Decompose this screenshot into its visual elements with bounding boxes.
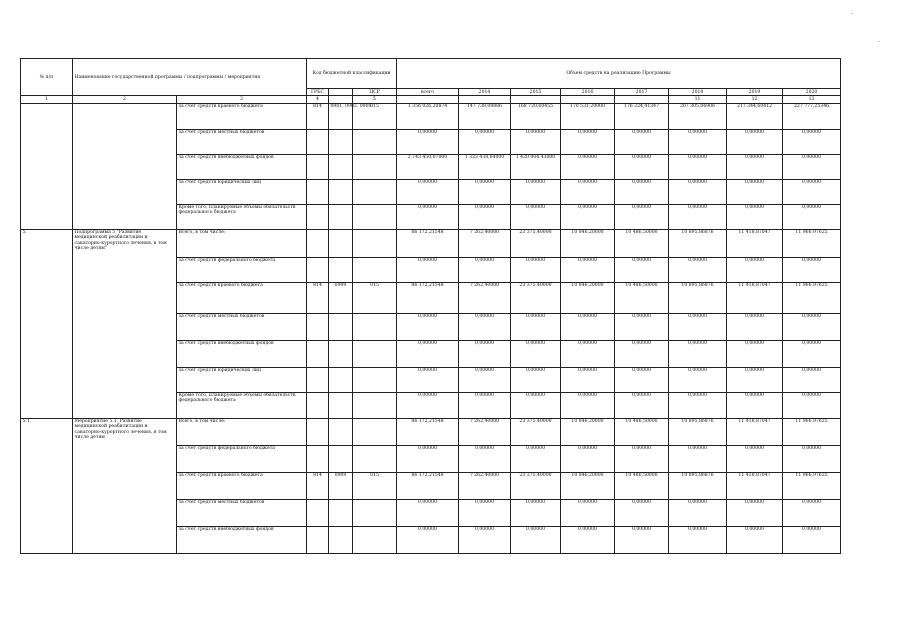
header-num: № п/п [21,59,73,96]
row-amount: 7 262,40000 [459,282,511,313]
row-rzpr [329,392,353,418]
row-rzpr [329,499,353,526]
row-amount: 10 846,20000 [561,418,615,445]
row-amount: 0,00000 [669,367,727,392]
row-amount: 10 846,20000 [561,282,615,313]
header-name: Наименование государственной программы / подпрограммы / мероприятия [73,59,307,96]
row-amount: 0,00000 [615,526,669,553]
row-amount: 217 344,60412 [727,103,783,129]
row-amount: 0,00000 [511,313,561,340]
row-amount: 10 486,50000 [615,282,669,313]
row-funding-source: Всего, в том числе: [177,418,307,445]
row-grbs [307,392,329,418]
row-amount: 0,00000 [561,367,615,392]
row-csr [353,418,397,445]
row-amount: 0,00000 [615,154,669,179]
header-year: 2019 [727,89,783,96]
row-funding-source: за счет средств краевого бюджета [177,103,307,129]
row-amount: 11 966,97625 [783,472,841,499]
row-amount: 7 262,40000 [459,472,511,499]
row-rzpr [329,445,353,472]
row-csr [353,179,397,204]
row-amount: 0,00000 [397,526,459,553]
row-amount: 0,00000 [511,499,561,526]
row-amount: 86 172,21548 [397,472,459,499]
row-amount: 0,00000 [561,526,615,553]
row-grbs [307,154,329,179]
row-amount: 0,00000 [397,392,459,418]
row-amount: 0,00000 [511,179,561,204]
row-amount: 23 375,40000 [511,282,561,313]
row-csr [353,229,397,257]
row-amount: 86 172,21548 [397,418,459,445]
row-grbs [307,179,329,204]
row-amount: 0,00000 [783,445,841,472]
row-amount: 1 323 438,64000 [459,154,511,179]
row-amount: 0,00000 [561,154,615,179]
row-amount: 10 895,86876 [669,418,727,445]
header-year: 2015 [511,89,561,96]
row-grbs [307,418,329,445]
row-amount: 0,00000 [615,445,669,472]
row-funding-source: за счет средств юридических лиц [177,179,307,204]
row-amount: 0,00000 [615,313,669,340]
row-amount: 11 418,87047 [727,472,783,499]
row-grbs [307,340,329,367]
row-funding-source: за счет средств местных бюджетов [177,313,307,340]
row-amount: 0,00000 [727,340,783,367]
col-number [459,96,511,103]
row-csr [353,129,397,154]
row-grbs [307,445,329,472]
row-amount: 0,00000 [669,129,727,154]
row-amount: 0,00000 [727,154,783,179]
row-program-name: Мероприятие 5.1. Развитие медицинской реабилитации и санаторно-курортного лечения, в том числе детям [73,418,177,553]
row-amount: 0,00000 [511,204,561,229]
row-amount: 0,00000 [615,257,669,282]
row-funding-source: за счет средств федерального бюджета [177,445,307,472]
row-amount: 11 418,87047 [727,229,783,257]
row-amount: 0,00000 [669,204,727,229]
row-amount: 10 895,86876 [669,229,727,257]
row-amount: 0,00000 [397,340,459,367]
row-amount: 0,00000 [669,154,727,179]
row-rzpr [329,418,353,445]
row-funding-source: за счет средств местных бюджетов [177,499,307,526]
row-amount: 0,00000 [727,392,783,418]
row-csr [353,257,397,282]
row-amount: 0,00000 [727,179,783,204]
header-total: всего [397,89,459,96]
row-amount: 0,00000 [615,367,669,392]
table-row [21,229,841,257]
row-amount: 0,00000 [669,445,727,472]
row-grbs: 814 [307,282,329,313]
row-number: 5. [21,229,73,418]
row-amount: 0,00000 [727,204,783,229]
row-amount: 10 486,50000 [615,472,669,499]
row-rzpr [329,179,353,204]
row-funding-source: за счет средств внебюджетных фондов [177,526,307,553]
row-amount: 0,00000 [783,526,841,553]
row-amount: 0,00000 [783,392,841,418]
row-amount: 0,00000 [561,179,615,204]
row-csr [353,499,397,526]
row-grbs: 814 [307,472,329,499]
row-amount: 86 172,21548 [397,282,459,313]
row-funding-source: за счет средств федерального бюджета [177,257,307,282]
col-number: 3 [177,96,307,103]
row-amount: 86 172,21548 [397,229,459,257]
col-number: 4 [307,96,329,103]
row-amount: 0,00000 [783,129,841,154]
row-amount: 207 305,06906 [669,103,727,129]
row-csr [353,392,397,418]
row-amount: 0,00000 [669,179,727,204]
header-year: 2017 [615,89,669,96]
row-number: 5.1. [21,418,73,553]
row-rzpr: 0901, 0902, 0909 [329,103,353,129]
col-number [397,96,459,103]
col-number [511,96,561,103]
row-grbs [307,129,329,154]
row-amount: 11 418,87047 [727,282,783,313]
row-funding-source: за счет средств внебюджетных фондов [177,154,307,179]
row-funding-source: за счет средств внебюджетных фондов [177,340,307,367]
row-amount: 0,00000 [561,499,615,526]
row-amount: 0,00000 [615,129,669,154]
row-amount: 0,00000 [669,526,727,553]
row-amount: 147 738,09886 [459,103,511,129]
row-amount: 0,00000 [459,204,511,229]
row-csr: 015 [353,103,397,129]
header-volume: Объем средств на реализацию Программы [397,59,841,89]
col-number: 13 [783,96,841,103]
row-amount: 0,00000 [669,313,727,340]
table-row [21,418,841,445]
row-amount: 0,00000 [783,179,841,204]
row-amount: 0,00000 [727,257,783,282]
row-amount: 11 418,87047 [727,418,783,445]
row-amount: 0,00000 [615,392,669,418]
row-amount: 0,00000 [727,313,783,340]
row-amount: 0,00000 [615,204,669,229]
row-amount: 0,00000 [459,367,511,392]
header-year: 2016 [561,89,615,96]
row-funding-source: Кроме того, планируемые объемы обязательств федерального бюджета [177,204,307,229]
row-amount: 0,00000 [727,526,783,553]
row-amount: 10 895,86876 [669,282,727,313]
row-amount: 0,00000 [783,313,841,340]
row-funding-source: за счет средств юридических лиц [177,367,307,392]
row-amount: 0,00000 [397,257,459,282]
row-csr [353,154,397,179]
row-rzpr [329,313,353,340]
row-amount: 0,00000 [511,392,561,418]
row-rzpr: 0909 [329,282,353,313]
col-number: 11 [669,96,727,103]
row-amount: 0,00000 [459,129,511,154]
row-amount: 0,00000 [397,129,459,154]
row-rzpr [329,340,353,367]
row-amount: 0,00000 [459,445,511,472]
col-number: 2 [73,96,177,103]
row-amount: 0,00000 [669,257,727,282]
row-amount: 0,00000 [727,445,783,472]
row-amount: 2 743 450,07000 [397,154,459,179]
header-year: 2018 [669,89,727,96]
header-rzpr [329,89,353,96]
row-amount: 176 224,41347 [615,103,669,129]
row-amount: 1 420 004,43000 [511,154,561,179]
row-amount: 170 531,20000 [561,103,615,129]
row-csr [353,526,397,553]
corner-mark: - [878,38,881,45]
row-amount: 0,00000 [511,129,561,154]
row-amount: 0,00000 [615,499,669,526]
row-amount: 10 486,50000 [615,418,669,445]
row-amount: 0,00000 [783,154,841,179]
header-csr: ЦСР [353,89,397,96]
col-number [329,96,353,103]
row-amount: 0,00000 [727,499,783,526]
header-grbs: ГРБС [307,89,329,96]
row-amount: 10 895,86876 [669,472,727,499]
row-amount: 0,00000 [561,204,615,229]
row-rzpr [329,204,353,229]
row-rzpr [329,257,353,282]
row-amount: 10 846,20000 [561,229,615,257]
row-amount: 0,00000 [783,367,841,392]
header-code: Код бюджетной классификации [307,59,397,89]
row-amount: 0,00000 [561,257,615,282]
header-year: 2020 [783,89,841,96]
row-grbs [307,204,329,229]
row-rzpr [329,526,353,553]
row-amount: 0,00000 [727,129,783,154]
row-amount: 0,00000 [561,313,615,340]
header-year: 2014 [459,89,511,96]
row-grbs [307,499,329,526]
row-number [21,103,73,229]
row-amount: 0,00000 [783,340,841,367]
row-amount: 0,00000 [397,367,459,392]
row-grbs [307,229,329,257]
row-csr: 015 [353,282,397,313]
row-program-name [73,103,177,229]
row-amount: 7 262,40000 [459,418,511,445]
row-amount: 0,00000 [459,392,511,418]
row-amount: 23 375,40000 [511,229,561,257]
row-amount: 0,00000 [561,129,615,154]
col-number: 12 [727,96,783,103]
row-amount: 0,00000 [727,367,783,392]
row-amount: 0,00000 [397,179,459,204]
row-amount: 0,00000 [397,204,459,229]
row-amount: 0,00000 [561,392,615,418]
row-csr [353,445,397,472]
table-body [21,103,841,553]
row-csr [353,340,397,367]
row-csr [353,313,397,340]
row-rzpr [329,367,353,392]
row-amount: 0,00000 [783,257,841,282]
row-amount: 0,00000 [397,499,459,526]
row-amount: 0,00000 [397,313,459,340]
row-amount: 0,00000 [561,445,615,472]
row-amount: 1 356 026,20874 [397,103,459,129]
row-amount: 0,00000 [511,526,561,553]
row-amount: 0,00000 [669,340,727,367]
col-number: 1 [21,96,73,103]
budget-table [20,58,841,554]
row-amount: 0,00000 [459,526,511,553]
row-rzpr [329,129,353,154]
corner-mark: - [851,10,854,17]
row-funding-source: за счет средств местных бюджетов [177,129,307,154]
row-grbs [307,257,329,282]
row-grbs [307,313,329,340]
row-rzpr: 0909 [329,472,353,499]
row-amount: 0,00000 [511,445,561,472]
row-grbs: 814 [307,103,329,129]
row-funding-source: за счет средств краевого бюджета [177,282,307,313]
row-amount: 11 966,97625 [783,418,841,445]
row-amount: 0,00000 [459,340,511,367]
row-amount: 0,00000 [459,499,511,526]
row-amount: 0,00000 [459,313,511,340]
col-number: 5 [353,96,397,103]
row-amount: 168 720,60455 [511,103,561,129]
row-amount: 11 966,97625 [783,229,841,257]
row-amount: 0,00000 [397,445,459,472]
row-amount: 0,00000 [669,499,727,526]
row-amount: 10 486,50000 [615,229,669,257]
row-grbs [307,526,329,553]
row-amount: 0,00000 [615,179,669,204]
row-program-name: Подпрограмма 5 "Развитие медицинской реабилитации и санаторно-курортного лечения, в том числе детям" [73,229,177,418]
row-amount: 0,00000 [511,340,561,367]
row-csr [353,204,397,229]
row-csr [353,367,397,392]
row-funding-source: за счет средств краевого бюджета [177,472,307,499]
row-amount: 0,00000 [561,340,615,367]
row-amount: 7 262,40000 [459,229,511,257]
row-amount: 23 375,40000 [511,472,561,499]
row-amount: 0,00000 [783,499,841,526]
row-amount: 227 777,25346 [783,103,841,129]
row-grbs [307,367,329,392]
row-amount: 0,00000 [783,204,841,229]
row-amount: 0,00000 [459,257,511,282]
row-amount: 0,00000 [511,367,561,392]
row-rzpr [329,154,353,179]
row-amount: 11 966,97625 [783,282,841,313]
col-number [615,96,669,103]
column-number-row [21,96,841,103]
row-funding-source: Кроме того, планируемые объемы обязательств федерального бюджета [177,392,307,418]
row-amount: 0,00000 [669,392,727,418]
col-number [561,96,615,103]
row-amount: 0,00000 [615,340,669,367]
table-row [21,103,841,129]
row-amount: 0,00000 [511,257,561,282]
row-amount: 0,00000 [459,179,511,204]
row-csr: 015 [353,472,397,499]
row-rzpr [329,229,353,257]
row-amount: 23 375,40000 [511,418,561,445]
row-amount: 10 846,20000 [561,472,615,499]
row-funding-source: Всего, в том числе: [177,229,307,257]
